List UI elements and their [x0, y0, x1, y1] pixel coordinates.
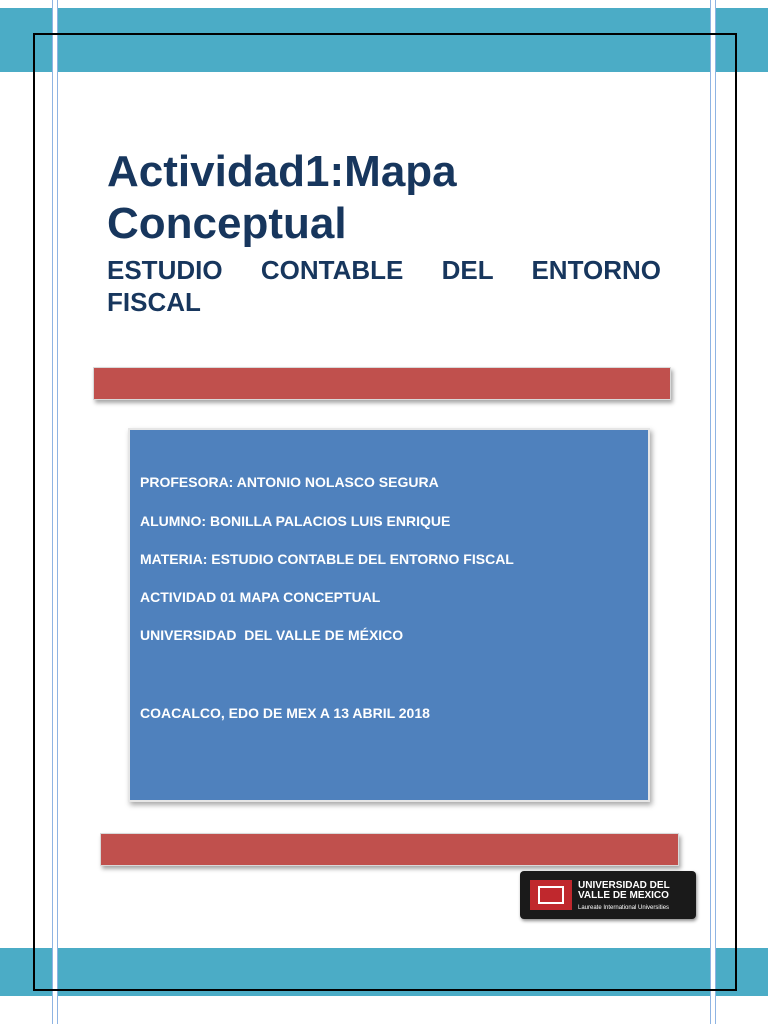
cover-title: Actividad1:Mapa Conceptual: [107, 147, 457, 248]
top-red-bar: [93, 367, 671, 400]
university-emblem-icon: [530, 880, 572, 910]
professor-line: PROFESORA: ANTONIO NOLASCO SEGURA: [140, 474, 439, 490]
logo-tagline: Laureate International Universities: [578, 905, 670, 911]
bottom-red-bar: [100, 833, 679, 866]
university-logo: [520, 871, 696, 919]
student-line: ALUMNO: BONILLA PALACIOS LUIS ENRIQUE: [140, 513, 451, 529]
university-line: UNIVERSIDAD DEL VALLE DE MÉXICO: [140, 627, 404, 643]
logo-university-name: UNIVERSIDAD DEL VALLE DE MEXICO: [578, 880, 670, 901]
info-box: [128, 428, 650, 802]
place-date-line: COACALCO, EDO DE MEX A 13 ABRIL 2018: [140, 705, 430, 721]
cover-subtitle: ESTUDIO CONTABLE DEL ENTORNO FISCAL: [107, 255, 661, 317]
subject-line: MATERIA: ESTUDIO CONTABLE DEL ENTORNO FISCAL: [140, 551, 514, 567]
activity-line: ACTIVIDAD 01 MAPA CONCEPTUAL: [140, 589, 381, 605]
